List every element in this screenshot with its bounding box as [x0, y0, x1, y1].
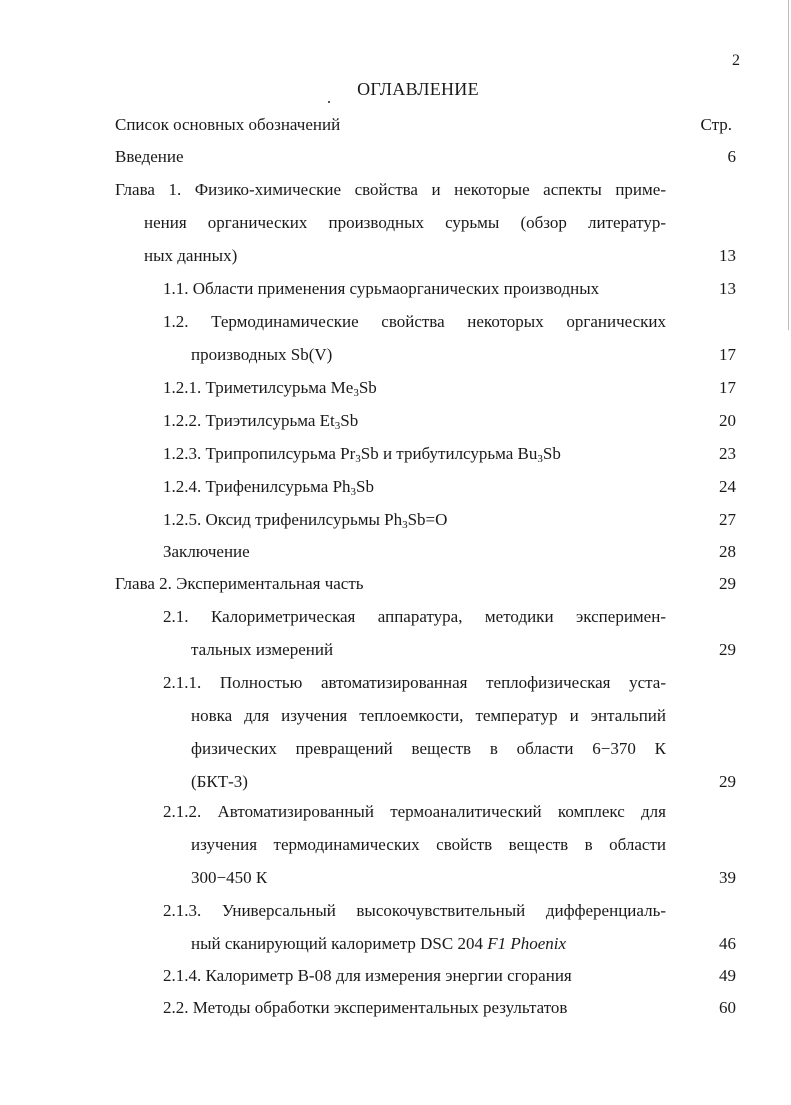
toc-entry-text-line: ных данных): [144, 246, 238, 265]
toc-entry-text-line: 2.1.3. Универсальный высокочувствительный дифференциаль-: [163, 901, 666, 920]
toc-entry-section-2-1-4: [0, 966, 791, 986]
toc-entry-section-2-1-1-end: [0, 772, 791, 792]
toc-entry-page: 27: [719, 510, 736, 529]
toc-entry-text-line: производных Sb(V): [191, 345, 333, 364]
toc-entry-section-2-1-2-end: [0, 868, 791, 888]
toc-entry-text-line: 2.1. Калориметрическая аппаратура, методики эксперимен-: [163, 607, 666, 626]
toc-entry-text-line: новка для изучения теплоемкости, температур и энтальпий: [191, 706, 666, 725]
toc-entry-page: 6: [727, 147, 736, 166]
toc-entry-section-2-1-end: [0, 640, 791, 660]
toc-entry-page: 46: [719, 934, 736, 953]
toc-entry-text: 2.1.4. Калориметр B-08 для измерения энергии сгорания: [163, 966, 572, 985]
toc-entry-section-2-1-1-cont: [0, 706, 791, 726]
toc-entry-page: 20: [719, 411, 736, 430]
toc-entry-text: 1.2.4. Трифенилсурьма $Ph_3Sb$: [163, 477, 375, 498]
toc-entry-page: 60: [719, 998, 736, 1017]
toc-entry-section-2-2: [0, 998, 791, 1018]
toc-entry-chapter-1: [0, 180, 791, 200]
toc-entry-text: 2.2. Методы обработки экспериментальных результатов: [163, 998, 568, 1017]
toc-entry-section-1-2-4: [0, 477, 791, 497]
toc-entry-section-2-1-1: [0, 673, 791, 693]
page-title: ОГЛАВЛЕНИЕ: [357, 79, 479, 99]
toc-entry-text-line: тальных измерений: [191, 640, 334, 659]
toc-entry-page: 49: [719, 966, 736, 985]
toc-entry-page: 29: [719, 640, 736, 659]
toc-entry-text-line: 1.2. Термодинамические свойства некоторых органических: [163, 312, 666, 331]
toc-entry-section-1-1: [0, 279, 791, 299]
toc-entry-text-line: ный сканирующий калориметр DSC 204 F1 Phoenix: [191, 934, 567, 953]
instrument-model-name: F1 Phoenix: [487, 934, 567, 953]
toc-entry-text: 1.2.1. Триметилсурьма $Me_3Sb$: [163, 378, 377, 399]
toc-entry-text-line: 300−450 К: [191, 868, 268, 887]
toc-entry-section-1-2-5: [0, 510, 791, 530]
toc-entry-page: 23: [719, 444, 736, 463]
toc-entry-text: Заключение: [163, 542, 250, 561]
toc-entry-page: 24: [719, 477, 736, 496]
toc-entry-chapter-2: [0, 574, 791, 594]
toc-entry-text: 1.2.5. Оксид трифенилсурьмы $Ph_3Sb=O$: [163, 510, 448, 531]
toc-entry-text: 1.1. Области применения сурьмаорганических производных: [163, 279, 600, 298]
toc-entry-section-1-2: [0, 312, 791, 332]
toc-entry-text: Глава 2. Экспериментальная часть: [115, 574, 364, 593]
toc-entry-page: 17: [719, 378, 736, 397]
toc-entry-section-2-1-3: [0, 901, 791, 921]
toc-entry-section-2-1: [0, 607, 791, 627]
toc-entry-introduction: [0, 147, 791, 167]
toc-entry-text-line: Глава 1. Физико-химические свойства и некоторые аспекты приме-: [115, 180, 666, 199]
toc-entry-section-1-2-2: [0, 411, 791, 431]
toc-entry-section-2-1-1-cont2: [0, 739, 791, 759]
toc-entry-abbreviations: [0, 115, 791, 135]
toc-entry-text-line: 2.1.1. Полностью автоматизированная теплофизическая уста-: [163, 673, 666, 692]
toc-entry-section-1-2-1: [0, 378, 791, 398]
toc-entry-section-2-1-2: [0, 802, 791, 822]
toc-entry-section-2-1-3-end: [0, 934, 791, 954]
toc-entry-chapter-1-end: [0, 246, 791, 266]
page-column-header: Стр.: [700, 115, 732, 134]
toc-entry-section-1-2-3: [0, 444, 791, 464]
toc-entry-text-line: (БКТ-3): [191, 772, 248, 791]
toc-entry-page: 13: [719, 279, 736, 298]
toc-entry-chapter-1-cont: [0, 213, 791, 233]
toc-entry-section-2-1-2-cont: [0, 835, 791, 855]
toc-entry-text-line: физических превращений веществ в области 6−370 К: [191, 739, 666, 758]
toc-entry-page: 28: [719, 542, 736, 561]
toc-entry-text: 1.2.2. Триэтилсурьма $Et_3Sb$: [163, 411, 359, 432]
page-number: 2: [732, 52, 740, 69]
toc-entry-text: Список основных обозначений: [115, 115, 341, 134]
toc-entry-page: 17: [719, 345, 736, 364]
toc-entry-text: Введение: [115, 147, 184, 166]
toc-entry-page: 39: [719, 868, 736, 887]
toc-entry-conclusion: [0, 542, 791, 562]
toc-entry-text-line: изучения термодинамических свойств веществ в области: [191, 835, 666, 854]
toc-entry-page: 13: [719, 246, 736, 265]
toc-entry-section-1-2-end: [0, 345, 791, 365]
scan-speck: [328, 101, 330, 103]
toc-entry-page: 29: [719, 574, 736, 593]
toc-entry-text: 1.2.3. Трипропилсурьма $Pr_3Sb$ и трибутилсурьма $Bu_3Sb$: [163, 444, 561, 465]
toc-entry-text-line: нения органических производных сурьмы (обзор литератур-: [144, 213, 666, 232]
toc-entry-page: 29: [719, 772, 736, 791]
toc-entry-text-line: 2.1.2. Автоматизированный термоаналитический комплекс для: [163, 802, 666, 821]
